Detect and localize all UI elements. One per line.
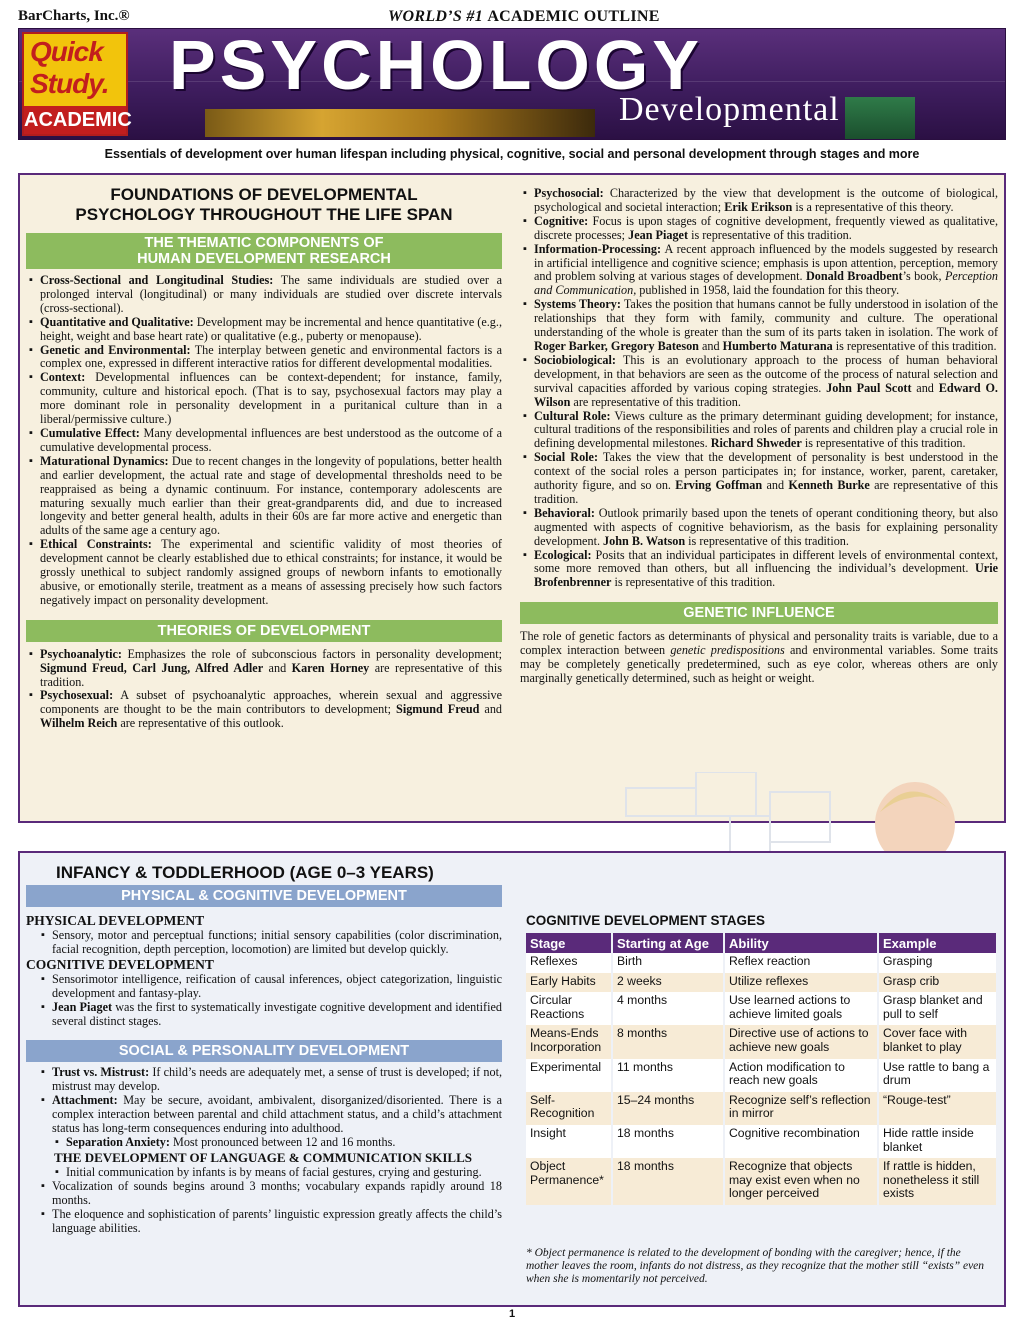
item-term: Separation Anxiety: [66,1134,170,1149]
item-term: Systems Theory: [534,297,621,312]
list-item: ▪ Sensorimotor intelligence, reification of causal inferences, object categorization, linguistic development and fantasy-play. [38,973,502,1001]
table-cell: 8 months [612,1025,724,1058]
item-mid: and [479,702,503,717]
title-banner [18,28,1006,140]
item-names2: Kenneth Burke [788,478,870,493]
table-cell: Cognitive recombination [724,1125,878,1158]
item-text: May be secure, avoidant, ambivalent, disorganized/disoriented. There is a complex interaction between parental and child attachment status, and a child’s attachment status has long-term consequences enduring into adulthood. [52,1093,502,1136]
col-header: Starting at Age [612,933,724,953]
item-text: Many developmental influences are best understood as the outcome of a cumulative developmental process. [40,425,503,454]
list-item [520,451,998,507]
table-cell: Utilize reflexes [724,973,878,993]
list-item [26,648,502,690]
phys-heading: PHYSICAL DEVELOPMENT [26,913,205,928]
item-names: Erik Erikson [724,199,793,214]
table-cell: Reflexes [526,953,612,973]
table-cell: Cover face with blanket to play [878,1025,997,1058]
infancy-heading: INFANCY & TODDLERHOOD (AGE 0–3 YEARS) [56,863,434,882]
foundations-left-column [26,185,502,731]
item-term: Trust vs. Mistrust: [52,1065,150,1080]
list-item [520,243,998,299]
list-item [26,344,502,372]
list-item [520,549,998,591]
table-cell: Circular Reactions [526,992,612,1025]
cog-list [26,973,502,1029]
item-names: Sigmund Freud [396,702,480,717]
table-cell: Use learned actions to achieve limited goals [724,992,878,1025]
table-cell: 2 weeks [612,973,724,993]
item-end: is representative of this tradition. [611,575,776,590]
item-italic: Perception and Communication, [534,269,998,298]
item-names: John B. Watson [603,533,686,548]
table-cell: Grasp crib [878,973,997,993]
list-item [26,316,502,344]
table-cell: If rattle is hidden, nonetheless it still exists [878,1158,997,1205]
item-text: The interplay between genetic and environmental factors is a complex one, expressed in different interactive ratios for different developmental modalities. [40,342,502,371]
table-cell: Reflex reaction [724,953,878,973]
item-term: Genetic and Environmental: [40,342,191,357]
item-text: Due to recent changes in the longevity of populations, better health and earlier development, the actual rate and stage of developmental thresholds need to be reappraised as being a dynamic continuum. For instance, contemporary adolescents are maturing sexually much earlier than their great-grandparents did, and due to increased longevity and better general health, adults in their 60s are far more active and energetic than adults of the same age a century ago. [40,453,502,538]
item-term: Ethical Constraints: [40,537,152,552]
item-end: is representative of this tradition. [688,227,852,242]
table-cell: 11 months [612,1059,724,1092]
table-row [526,1025,997,1058]
item-text: Takes the position that humans cannot be fully understood in isolation of the relationships that they form with family, community and culture. The operational understanding of the whole is greater than the sum of its parts taken in isolation. The work of [534,297,998,340]
item-names2: Edward O. Wilson [534,380,998,409]
publisher: BarCharts, Inc.® [18,8,130,24]
list-item: ▪ Vocalization of sounds begins around 3 months; vocabulary expands rapidly around 18 months. [38,1180,502,1208]
table-cell: Insight [526,1125,612,1158]
infancy-left-column [26,863,502,1235]
phys-list [26,929,502,957]
item-term: Sociobiological: [534,352,616,367]
item-term: Context: [40,370,86,385]
table-cell: 18 months [612,1125,724,1158]
genetic-text-a: The role of genetic factors as determinants of physical and personality traits is variable, due to a complex interaction between [520,629,998,658]
list-item [52,1136,502,1150]
item-text: Focus is upon stages of cognitive development, frequently viewed as qualitative, discrete processes; [534,213,998,242]
cds-footnote: * Object permanence is related to the development of bonding with the caregiver; hence, if the mother leaves the room, infants do not distress, as they recognize that the mother still “exists” even when she is momentarily not perceived. [526,1247,985,1285]
item-text: A recent approach influenced by the models suggested by research in artificial intelligence and cognitive science; emphasis is upon attention, perception, memory and problem solving at various stages of development. [534,241,998,284]
list-item [38,1094,502,1136]
item-names: Richard Shweder [710,436,802,451]
item-text: The same individuals are studied over a prolonged interval (longitudinal) or many individuals are studied over discrete intervals (cross-sectional). [40,273,502,315]
thematic-band [26,233,502,269]
table-cell: Recognize that objects may exist even when no longer perceived [724,1158,878,1205]
thematic-band-line1: THE THEMATIC COMPONENTS OF [144,235,384,251]
item-term: Ecological: [534,547,592,562]
table-cell: 18 months [612,1158,724,1205]
item-end2: are representative of this tradition. [570,394,741,409]
item-names: John Paul Scott [826,380,912,395]
list-item [26,274,502,316]
tagline-prefix: WORLD’S #1 [388,8,484,25]
item-end2: are representative of this tradition. [534,478,998,506]
table-row [526,1125,997,1158]
item-names: Erving Goffman [675,478,763,493]
genetic-band: GENETIC INFLUENCE [520,602,998,624]
item-mid: and [263,660,292,675]
table-row [526,992,997,1025]
list-item [26,538,502,608]
green-bar [845,97,915,140]
table-row [526,973,997,993]
list-item: ▪ Sensory, motor and perceptual functions; initial sensory capabilities (color discrimination, facial recognition, depth perception, locomotion) are limited but develop quickly. [38,929,502,957]
col-header: Example [878,933,997,953]
genetic-italic: genetic predispositions [670,643,785,658]
item-term: Maturational Dynamics: [40,453,169,468]
foundations-heading-line1: FOUNDATIONS OF DEVELOPMENTAL [110,185,418,204]
item-end: and [762,478,789,493]
item-term: Behavioral: [534,505,595,520]
top-bar [18,6,1006,26]
item-term: Cross-Sectional and Longitudinal Studies: [40,273,274,287]
cds-body [526,953,997,1205]
list-item [26,455,502,538]
item-text: Development may be incremental and hence quantitative (e.g., height, weight and base heart rate) or qualitative (e.g., puberty or menopause). [40,314,502,343]
table-cell: Hide rattle inside blanket [878,1125,997,1158]
tagline-suffix: ACADEMIC OUTLINE [487,8,660,25]
table-cell: 4 months [612,992,724,1025]
list-item [38,1001,502,1029]
table-cell: Birth [612,953,724,973]
item-end: are representative of this outlook. [117,716,284,731]
item-names: Sigmund Freud, Carl Jung, Alfred Adler [40,660,264,675]
infancy-panel [18,851,1006,1307]
list-item [26,427,502,455]
social-band: SOCIAL & PERSONALITY DEVELOPMENT [26,1040,502,1062]
foundations-right-column [520,187,998,686]
table-cell: Directive use of actions to achieve new goals [724,1025,878,1058]
item-text: Emphasizes the role of subconscious factors in personality development; [121,646,502,661]
item-term: Cumulative Effect: [40,425,140,440]
logo-line3: ACADEMIC [24,106,126,134]
item-names: Roger Barker, Gregory Bateson [534,338,699,353]
item-end: and [698,338,723,353]
item-names: Jean Piaget [628,227,689,242]
item-names2: Humberto Maturana [722,338,833,353]
list-item [520,187,998,215]
item-text: Posits that an individual participates in different levels of environmental context, some more removed than others, but all influencing the individual’s development. [534,547,998,576]
item-end2: published in 1958, laid the foundation for this theory. [636,283,900,298]
genetic-paragraph [520,630,998,686]
item-text: Takes the view that the development of personality is best understood in the context of the social roles a person participates in; for instance, worker, parent, caretaker, authority figure, and so on. [534,450,998,493]
item-names2: Karen Horney [291,660,370,675]
item-names: Urie Brofenbrenner [534,561,998,590]
item-term: Quantitative and Qualitative: [40,314,194,329]
item-term: Cognitive: [534,213,589,228]
foundations-heading-line2: PSYCHOLOGY THROUGHOUT THE LIFE SPAN [75,205,453,224]
list-item: ▪ Initial communication by infants is by means of facial gestures, crying and gesturing. [52,1166,502,1180]
item-text: Characterized by the view that development is the outcome of biological, psychological and societal interaction; [534,186,998,214]
table-cell: Grasp blanket and pull to self [878,992,997,1025]
tagline [388,8,660,26]
item-text: Most pronounced between 12 and 16 months. [169,1134,396,1149]
table-row [526,953,997,973]
item-text: If child’s needs are adequately met, a sense of trust is developed; if not, mistrust may develop. [52,1065,502,1094]
col-header: Ability [724,933,878,953]
theories-left-list [26,648,502,731]
physcog-band: PHYSICAL & COGNITIVE DEVELOPMENT [26,885,502,907]
item-text: was the first to systematically investigate cognitive development and identified several distinct stages. [52,999,502,1028]
item-term: Psychosocial: [534,186,604,200]
item-end: is a representative of this theory. [792,199,954,214]
language-heading: THE DEVELOPMENT OF LANGUAGE & COMMUNICATION SKILLS [54,1149,472,1165]
table-row [526,1059,997,1092]
table-cell: “Rouge-test” [878,1092,997,1125]
description: Essentials of development over human lifespan including physical, cognitive, social and personal development through stages and more [104,147,920,161]
theories-right-list [520,187,998,590]
foundations-panel [18,173,1006,823]
page-title: PSYCHOLOGY [169,28,703,104]
social-list [26,1066,502,1149]
page-number: 1 [508,1308,516,1320]
genetic-text-b: and environmental variables. Some traits may be completely genetically predetermined, such as eye color, whereas others are only marginally genetically determined, such as height or weight. [520,643,998,685]
table-cell: 15–24 months [612,1092,724,1125]
table-cell: Self-Recognition [526,1092,612,1125]
table-cell: Means-Ends Incorporation [526,1025,612,1058]
cog-heading: COGNITIVE DEVELOPMENT [26,956,214,972]
item-text: Views culture as the primary determinant guiding development; for instance, cultural traditions of the responsibilities and roles of parents and children play a crucial role in defining developmental milestones. [534,408,998,451]
item-text: Developmental influences can be context-dependent; for instance, family, community, culture and historical epoch. (That is to say, psychosexual factors may play a more dominant role in personality development in a puritanical culture than in a liberal/permissive culture.) [40,370,502,427]
cds-table [526,933,998,1205]
list-item [520,410,998,452]
item-end2: is representative of this tradition. [832,338,997,353]
item-term: Social Role: [534,450,599,465]
table-cell: Early Habits [526,973,612,993]
list-item [38,1066,502,1094]
item-term: Psychosexual: [40,688,114,703]
item-text: This is an evolutionary approach to the process of human behavioral development, in that behaviors are seen as the outcome of the process of natural selection and survival capacities afforded by various coping strategies. [534,352,998,395]
table-cell: Experimental [526,1059,612,1092]
foundations-heading [26,185,502,225]
list-item [520,507,998,549]
table-cell: Action modification to reach new goals [724,1059,878,1092]
table-cell: Object Permanence* [526,1158,612,1205]
list-item [26,689,502,731]
col-header: Stage [526,933,612,953]
list-item [520,354,998,410]
thematic-list [26,274,502,608]
table-header-row [526,933,997,953]
logo-line1: Quick [30,36,103,67]
item-term: Attachment: [52,1093,118,1108]
cds-title: COGNITIVE DEVELOPMENT STAGES [526,913,766,928]
item-names: Donald Broadbent [805,269,903,284]
logo-line2: Study. [30,68,109,99]
item-term: Psychoanalytic: [40,646,122,661]
table-cell: Use rattle to bang a drum [878,1059,997,1092]
list-item [520,298,998,354]
theories-band: THEORIES OF DEVELOPMENT [26,620,502,642]
item-end: ’s book, [902,269,945,284]
table-row [526,1158,997,1205]
item-end: is representative of this tradition. [801,436,966,451]
page-subtitle: Developmental [619,91,840,128]
item-text: A subset of psychoanalytic approaches, wherein sexual and aggressive components are thought to be the main contributors to development; [40,688,502,717]
table-cell: Grasping [878,953,997,973]
item-text: The experimental and scientific validity of most theories of development cannot be clearly established due to ethical constraints; for instance, it would be grossly unethical to subject randomly assigned groups of newborn infants to emotionally abusive, or emotionally sterile, treatment as a means of assessing precisely how such factors negatively impact on personality development. [40,537,502,607]
table-cell: Recognize self’s reflection in mirror [724,1092,878,1125]
item-end: is representative of this tradition. [685,533,849,548]
table-row [526,1092,997,1125]
list-item: ▪ The eloquence and sophistication of parents’ linguistic expression greatly affects the child’s language abilities. [38,1208,502,1236]
item-names2: Wilhelm Reich [40,716,118,731]
thematic-band-line2: HUMAN DEVELOPMENT RESEARCH [137,251,391,267]
gold-bar [205,109,595,137]
language-list [26,1166,502,1236]
item-term: Cultural Role: [534,408,611,423]
list-item [26,371,502,427]
item-text: Outlook primarily based upon the tenets of operant conditioning theory, but also augmented with aspects of cognitive behaviorism, as the basis for explaining personality development. [534,505,998,548]
item-names: Jean Piaget [52,999,113,1014]
item-end: are representative of this tradition. [40,660,502,689]
quick-study-logo [22,32,132,136]
item-end: and [911,380,939,395]
list-item [520,215,998,243]
item-term: Information-Processing: [534,241,662,256]
